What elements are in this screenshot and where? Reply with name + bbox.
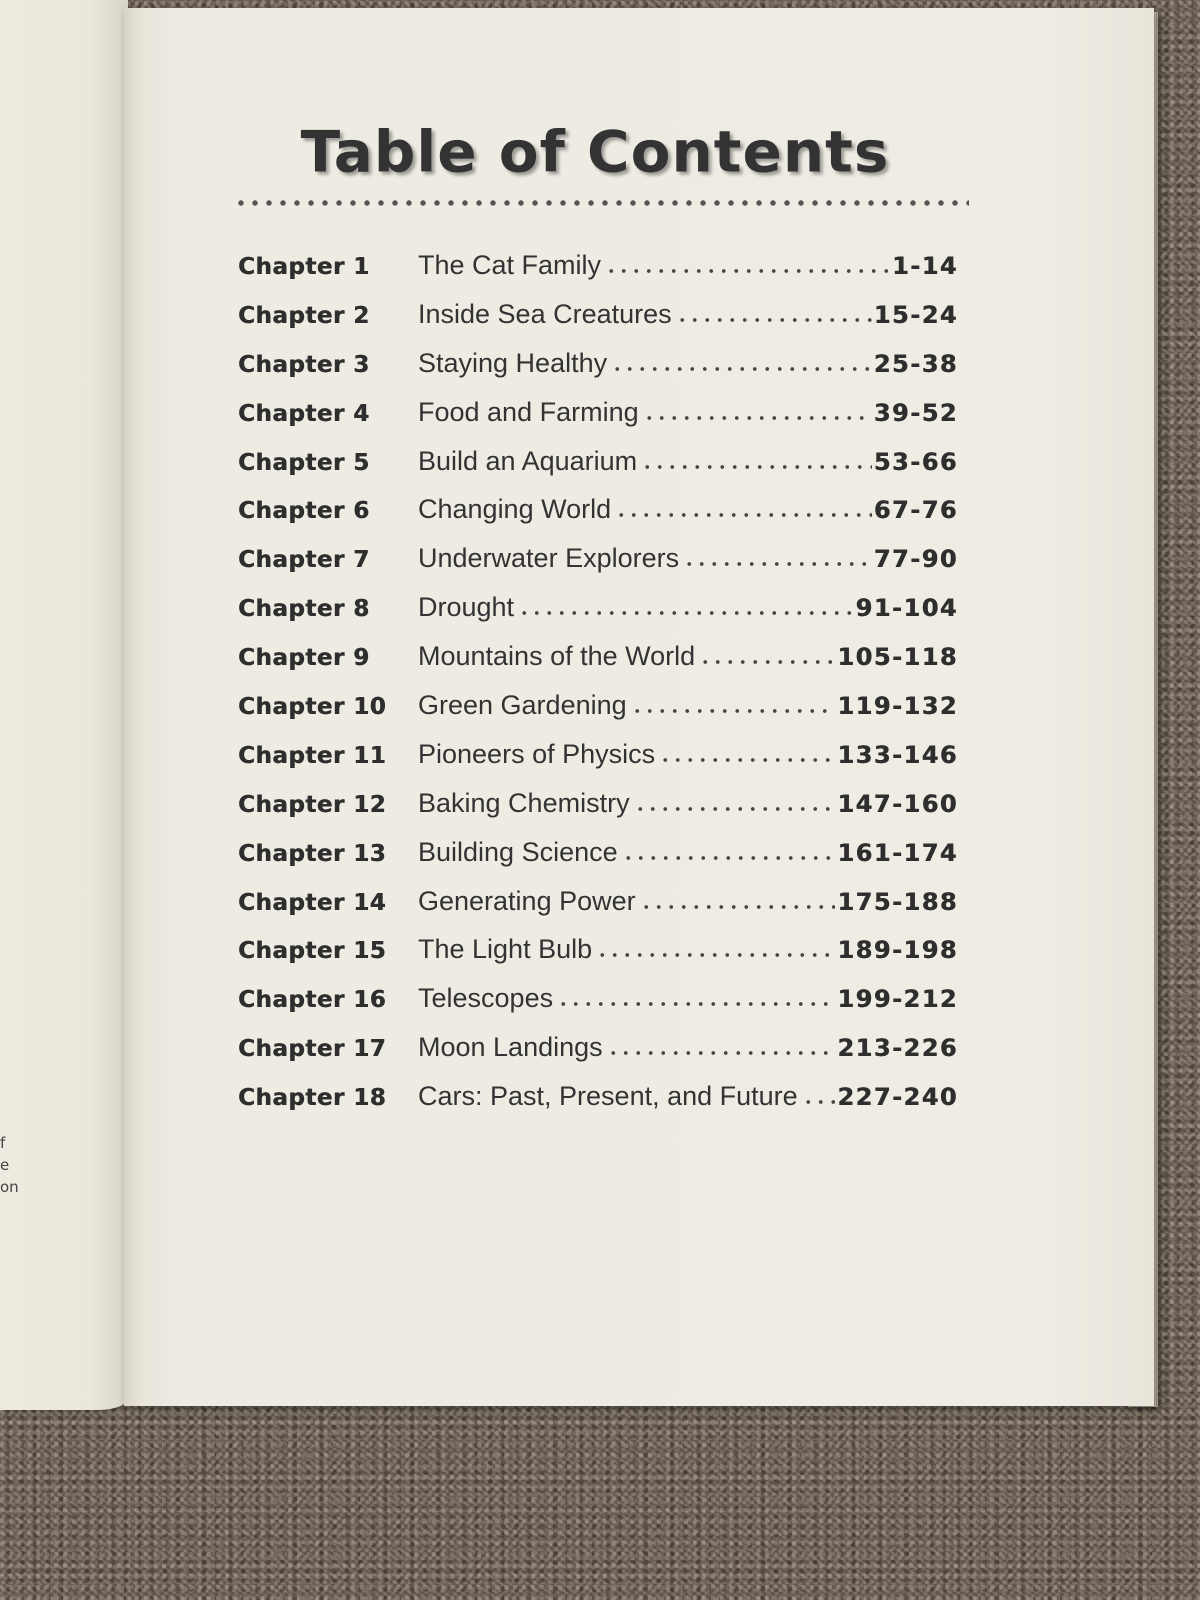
left-page-text-fragment: on [0, 1178, 19, 1196]
dot-leader [518, 610, 853, 616]
chapter-page-range: 91-104 [855, 594, 958, 623]
dot-leader [699, 659, 835, 665]
chapter-page-range: 213-226 [837, 1034, 958, 1063]
chapter-page-range: 53-66 [873, 447, 958, 476]
dot-leader [659, 757, 835, 763]
toc-entry [238, 446, 958, 495]
chapter-number: Chapter 17 [238, 1036, 387, 1063]
chapter-title: Cars: Past, Present, and Future [418, 1081, 798, 1112]
toc-entry [238, 934, 958, 983]
dot-leader [557, 1001, 835, 1007]
chapter-page-range: 1-14 [891, 252, 958, 280]
chapter-page-range: 175-188 [837, 887, 958, 916]
chapter-number: Chapter 13 [238, 840, 387, 867]
toc-entry [238, 543, 958, 592]
chapter-page-range: 15-24 [873, 300, 958, 329]
chapter-number: Chapter 6 [238, 498, 370, 525]
toc-entry [238, 1032, 958, 1081]
dot-leader [641, 464, 872, 470]
dot-leader [631, 708, 836, 714]
chapter-title: Mountains of the World [418, 641, 696, 672]
chapter-title: Telescopes [418, 983, 554, 1014]
dot-leader [622, 855, 836, 861]
toc-entry [238, 886, 958, 935]
chapter-page-range: 39-52 [873, 398, 958, 427]
left-page [0, 0, 128, 1410]
toc-entry [238, 250, 958, 299]
chapter-title: The Light Bulb [418, 934, 593, 965]
toc-entry [238, 494, 958, 543]
chapter-title: Changing World [418, 494, 612, 525]
chapter-number: Chapter 4 [238, 400, 370, 427]
chapter-title: Drought [418, 592, 515, 623]
chapter-page-range: 161-174 [837, 838, 958, 867]
dot-leader [615, 512, 872, 518]
chapter-number: Chapter 16 [238, 987, 387, 1014]
chapter-number: Chapter 9 [238, 645, 370, 672]
chapter-number: Chapter 12 [238, 791, 387, 818]
toc-entry [238, 348, 958, 397]
chapter-title: Building Science [418, 836, 618, 867]
toc-entry [238, 299, 958, 348]
chapter-number: Chapter 5 [238, 449, 370, 476]
chapter-page-range: 147-160 [837, 789, 958, 818]
left-page-text-fragment: e [0, 1156, 10, 1174]
dot-leader [676, 317, 872, 323]
dot-leader [611, 366, 872, 372]
chapter-title: Pioneers of Physics [418, 738, 656, 769]
chapter-title: Green Gardening [418, 690, 627, 721]
dot-leader [596, 952, 835, 958]
toc-entry [238, 592, 958, 641]
toc-list [238, 250, 958, 1130]
chapter-page-range: 25-38 [873, 349, 958, 378]
chapter-number: Chapter 3 [238, 351, 370, 378]
chapter-number: Chapter 7 [238, 547, 370, 574]
toc-entry [238, 1081, 958, 1130]
chapter-number: Chapter 10 [238, 694, 387, 721]
chapter-page-range: 119-132 [837, 692, 958, 721]
chapter-title: Generating Power [418, 885, 636, 916]
page-title: Table of Contents [300, 118, 890, 186]
dot-leader [802, 1099, 836, 1105]
toc-entry [238, 837, 958, 886]
chapter-page-range: 105-118 [837, 643, 958, 672]
dot-leader [605, 268, 890, 274]
toc-entry [238, 788, 958, 837]
chapter-number: Chapter 11 [238, 742, 387, 769]
dot-leader [634, 806, 836, 812]
chapter-title: Build an Aquarium [418, 445, 638, 476]
dot-leader [640, 904, 836, 910]
chapter-title: Inside Sea Creatures [418, 298, 672, 329]
dot-leader [683, 561, 872, 567]
chapter-page-range: 67-76 [873, 496, 958, 525]
chapter-number: Chapter 1 [238, 254, 370, 280]
chapter-title: Moon Landings [418, 1032, 603, 1063]
chapter-number: Chapter 2 [238, 302, 370, 329]
chapter-number: Chapter 14 [238, 889, 387, 916]
chapter-title: Staying Healthy [418, 347, 608, 378]
dot-leader [643, 415, 872, 421]
chapter-page-range: 189-198 [837, 936, 958, 965]
title-dotted-rule [234, 199, 969, 207]
chapter-title: Underwater Explorers [418, 543, 680, 574]
chapter-page-range: 77-90 [873, 545, 958, 574]
chapter-page-range: 199-212 [837, 985, 958, 1014]
chapter-title: Food and Farming [418, 396, 639, 427]
chapter-page-range: 227-240 [837, 1083, 958, 1112]
chapter-title: Baking Chemistry [418, 787, 630, 818]
toc-entry [238, 641, 958, 690]
toc-entry [238, 739, 958, 788]
left-page-text-fragment: f [0, 1134, 6, 1152]
chapter-title: The Cat Family [418, 250, 602, 280]
chapter-number: Chapter 8 [238, 596, 370, 623]
table-of-contents-page [124, 8, 1154, 1406]
chapter-number: Chapter 18 [238, 1085, 387, 1112]
toc-entry [238, 690, 958, 739]
chapter-number: Chapter 15 [238, 938, 387, 965]
toc-entry [238, 397, 958, 446]
chapter-page-range: 133-146 [837, 740, 958, 769]
toc-entry [238, 983, 958, 1032]
dot-leader [607, 1050, 836, 1056]
